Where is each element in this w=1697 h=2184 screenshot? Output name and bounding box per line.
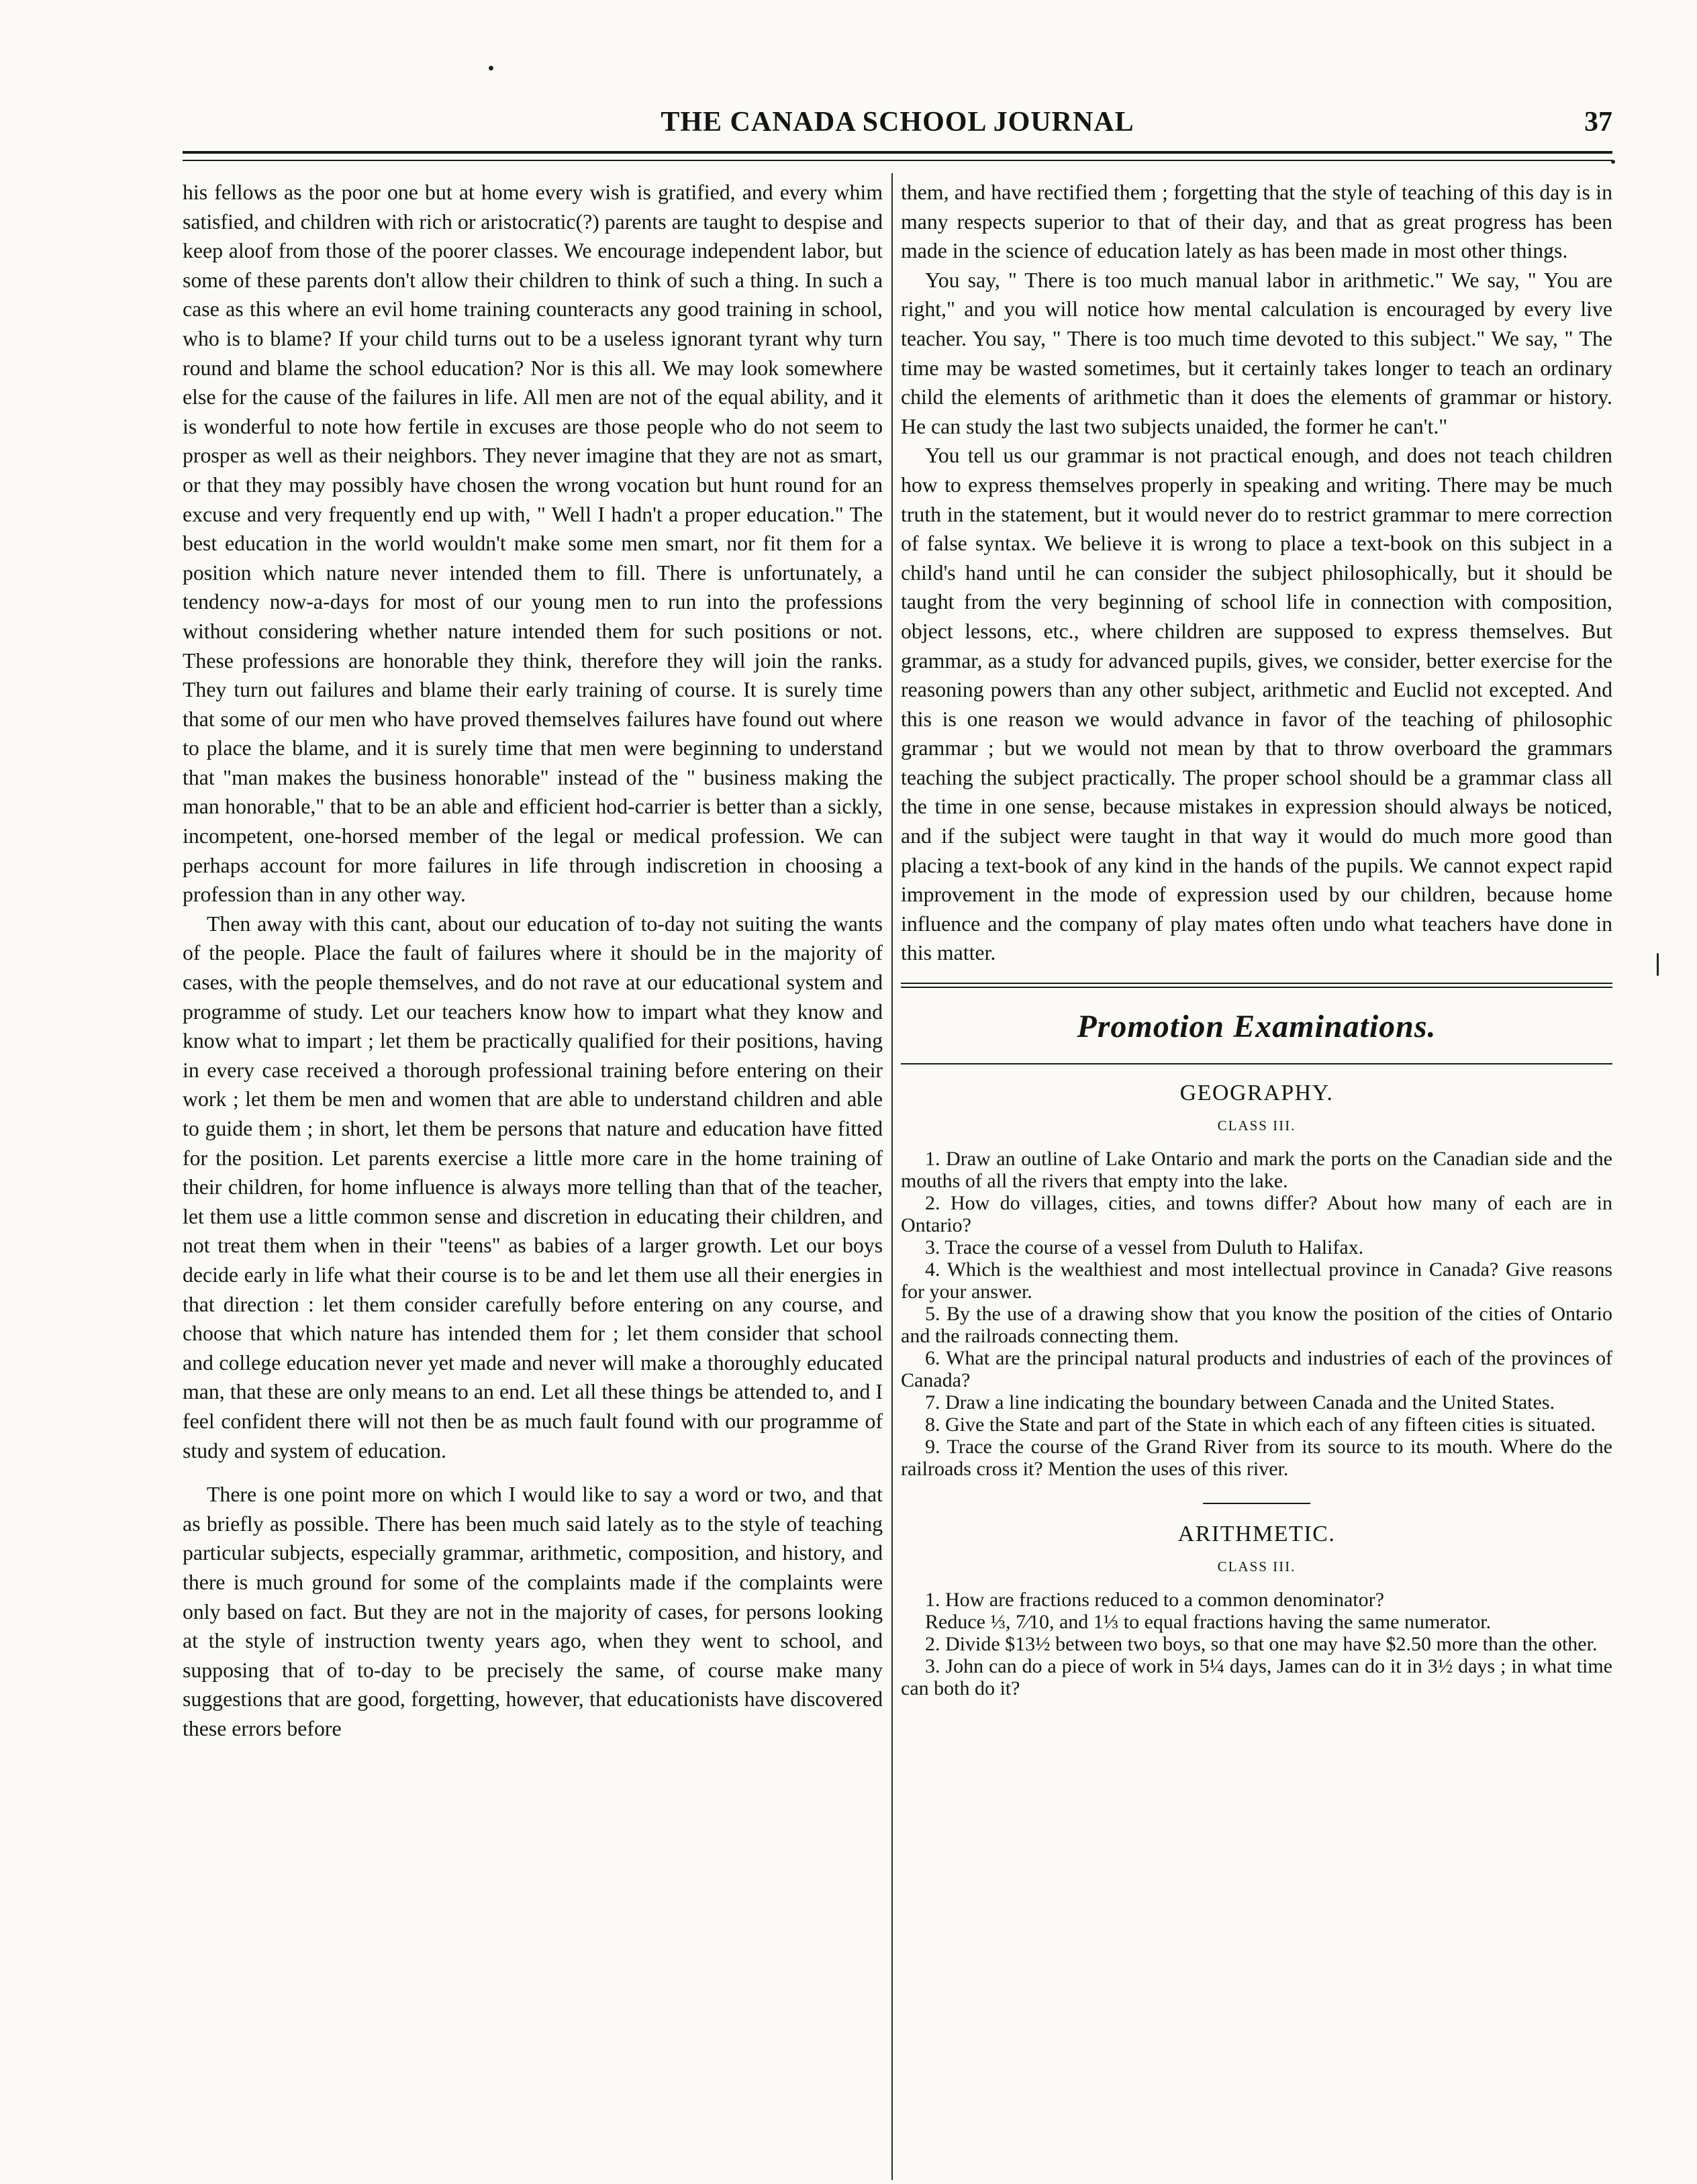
print-speck	[1657, 953, 1659, 976]
geography-question: 8. Give the State and part of the State in which each of any fifteen cities is situated.	[925, 1413, 1596, 1436]
arithmetic-question-sub: Reduce ⅓, 7⁄10, and 1⅓ to equal fractions having the same numerator.	[925, 1611, 1492, 1634]
page-number: 37	[1584, 107, 1612, 138]
left-paragraph-1: his fellows as the poor one but at home every wish is gratified, and every whim satisfied, and children with rich or aristocratic(?) parents are taught to despise and keep aloof from those of the poorer classes. We encourage independent labor, but some of these parents don't allow their children to think of such a thing. In such a case as this where an evil home training counteracts any good training in school, who is to blame? If your child turns out to be a useless ignorant tyrant why turn round and blame the school education? Nor is this all. We may look somewhere else for the cause of the failures in life. All men are not of the equal ability, and it is wonderful to note how fertile in excuses are those people who do not seem to prosper as well as their neighbors. They never imagine that they are not as smart, or that they may possibly have chosen the wrong vocation but hunt round for an excuse and very frequently end up with, " Well I hadn't a proper education." The best education in the world wouldn't make some men smart, nor fit them for a position which nature never intended them to fill. There is unfortunately, a tendency now-a-days for most of our young men to run into the professions without considering whether nature intended them for such positions or not. These professions are honorable they think, therefore they will join the ranks. They turn out failures and blame their early training of course. It is surely time that some of our men who have proved themselves failures have found out where to place the blame, and it is surely time that men were beginning to understand that "man makes the business honorable" instead of the " business making the man honorable," that to be an able and efficient hod-carrier is better than a sickly, incompetent, one-horsed member of the legal or medical profession. We can perhaps account for more failures in life through indiscretion in choosing a profession than in any other way.	[183, 181, 883, 907]
geography-question: 4. Which is the wealthiest and most intellectual province in Canada? Give reasons for your answer.	[901, 1258, 1612, 1303]
geography-question: 5. By the use of a drawing show that you know the position of the cities of Ontario and the railroads connecting them.	[901, 1303, 1612, 1348]
print-speck	[489, 66, 493, 70]
geography-question: 7. Draw a line indicating the boundary between Canada and the United States.	[925, 1391, 1555, 1414]
arithmetic-question: 1. How are fractions reduced to a common denominator?	[925, 1589, 1384, 1611]
print-speck	[1611, 160, 1615, 164]
right-paragraph-1: them, and have rectified them ; forgetting that the style of teaching of this day is in many respects superior to that of their day, and that as great progress has been made in the science of education lately as has been made in most other things.	[901, 181, 1612, 263]
section-rule-bottom	[901, 1063, 1612, 1064]
geography-question: 9. Trace the course of the Grand River from its source to its mouth. Where do the railroads cross it? Mention the uses of this river.	[901, 1436, 1612, 1481]
right-paragraph-2: You say, " There is too much manual labor in arithmetic." We say, " You are right," and you will notice how mental calculation is encouraged by every live teacher. You say, " There is too much time devoted to this subject." We say, " The time may be wasted sometimes, but it certainly takes longer to teach an ordinary child the elements of arithmetic than it does the elements of grammar or history. He can study the last two subjects unaided, the former he can't."	[901, 268, 1612, 438]
subsection-divider	[1203, 1503, 1310, 1504]
right-column	[901, 178, 1612, 1699]
geography-question: 3. Trace the course of a vessel from Duluth to Halifax.	[925, 1236, 1364, 1259]
geography-question: 1. Draw an outline of Lake Ontario and mark the ports on the Canadian side and the mouths of all the rivers that empty into the lake.	[901, 1148, 1612, 1193]
left-paragraph-3: There is one point more on which I would like to say a word or two, and that as briefly as possible. There has been much said lately as to the style of teaching particular subjects, especially grammar, arithmetic, composition, and history, and there is much ground for some of the complaints made if the complaints were only based on fact. But they are not in the majority of cases, for persons looking at the style of instruction twenty years ago, when they went to school, and supposing that of to-day to be precisely the same, of course make many suggestions that are good, forgetting, however, that educationists have discovered these errors before	[183, 1483, 883, 1740]
geography-question: 6. What are the principal natural products and industries of each of the provinces of Canada?	[901, 1347, 1612, 1392]
geography-class-label: CLASS III.	[1217, 1118, 1296, 1134]
geography-questions	[901, 1148, 1612, 1480]
right-paragraph-3: You tell us our grammar is not practical enough, and does not teach children how to express themselves properly in speaking and writing. There may be much truth in the statement, but it would never do to restrict grammar to mere correction of false syntax. We believe it is wrong to place a text-book on this subject in a child's hand until he can consider the subject philosophically, but it should be taught from the very beginning of school life in connection with composition, object lessons, etc., where children are supposed to express themselves. But grammar, as a study for advanced pupils, gives, we consider, better exercise for the reasoning powers than any other subject, arithmetic and Euclid not excepted. And this is one reason we would advance in favor of the teaching of philosophic grammar ; but we would not mean by that to throw overboard the grammars teaching the subject practically. The proper school should be a grammar class all the time in one sense, because mistakes in expression should always be noticed, and if the subject were taught in that way it would do much more good than placing a text-book of any kind in the hands of the pupils. We cannot expect rapid improvement in the mode of expression used by our children, because home influence and the company of play mates often undo what teachers have done in this matter.	[901, 444, 1612, 965]
column-divider	[891, 173, 893, 2180]
arithmetic-question: 3. John can do a piece of work in 5¼ days, James can do it in 3½ days ; in what time can both do it?	[901, 1655, 1612, 1700]
geography-question: 2. How do villages, cities, and towns differ? About how many of each are in Ontario?	[901, 1192, 1612, 1237]
left-column	[183, 178, 883, 1743]
arithmetic-heading: ARITHMETIC.	[1177, 1522, 1336, 1547]
arithmetic-question: 2. Divide $13½ between two boys, so that one may have $2.50 more than the other.	[925, 1633, 1598, 1656]
header-rule-thin	[183, 160, 1612, 161]
arithmetic-questions	[901, 1589, 1612, 1699]
section-title: Promotion Examinations.	[1077, 1009, 1437, 1045]
geography-heading: GEOGRAPHY.	[1179, 1081, 1334, 1106]
journal-title: THE CANADA SCHOOL JOURNAL	[661, 107, 1134, 138]
section-rule-top	[901, 983, 1612, 988]
header-rule-thick	[183, 151, 1612, 154]
page-header	[183, 101, 1612, 148]
left-paragraph-2: Then away with this cant, about our education of to-day not suiting the wants of the people. Place the fault of failures where it should be in the majority of cases, with the people themselves, and do not rave at our educational system and programme of study. Let our teachers know how to impart what they know and know what to impart ; let them be practically qualified for their positions, having in every case received a thorough professional training before entering on their work ; let them be men and women that are able to understand children and able to guide them ; in short, let them be persons that nature and education have fitted for the position. Let parents exercise a little more care in the home training of their children, for home influence is always more telling than that of the teacher, let them use a little common sense and discretion in educating their children, and not treat them when in their "teens" as babies of a larger growth. Let our boys decide early in life what their course is to be and let them use all their energies in that direction : let them consider carefully before entering on any course, and choose that which nature has intended them for ; let them consider that school and college education never yet made and never will make a thoroughly educated man, that these are only means to an end. Let all these things be attended to, and I feel confident there will not then be as much fault found with our programme of study and system of education.	[183, 911, 883, 1462]
arithmetic-class-label: CLASS III.	[1217, 1558, 1296, 1575]
